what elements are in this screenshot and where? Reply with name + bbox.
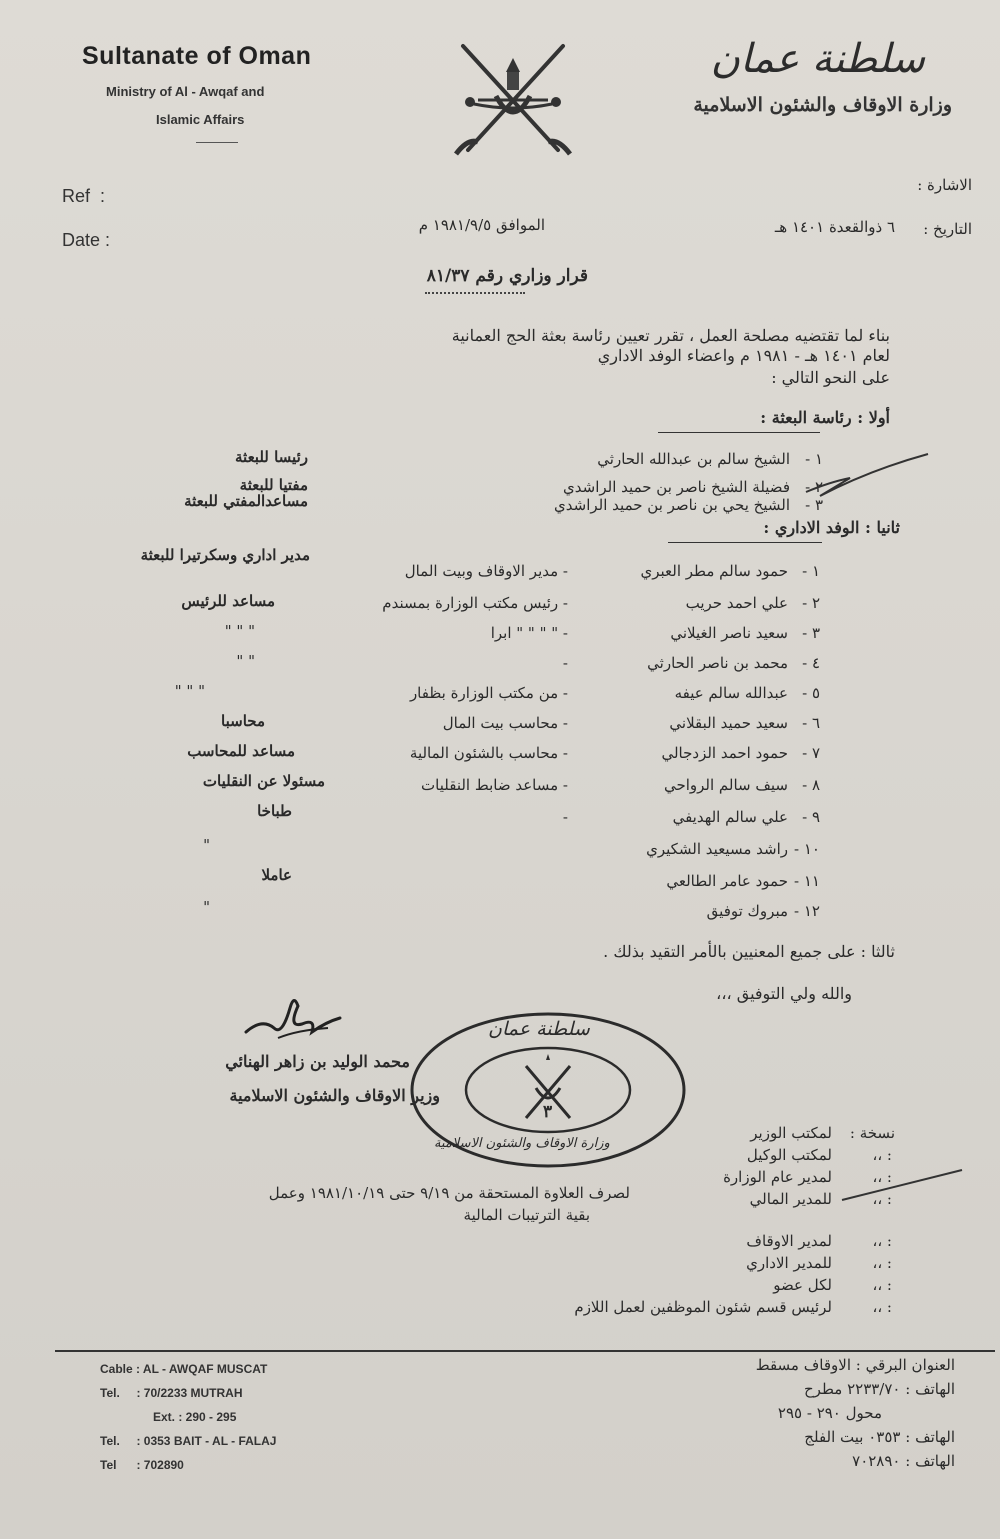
date-label: Date : [62, 230, 111, 250]
preamble-line2: لعام ١٤٠١ هـ - ١٩٨١ م واعضاء الوفد الاداري [597, 346, 890, 365]
s2-row-name: سعيد حميد البقلاني [669, 714, 788, 732]
section3-text: ثالثا : على جميع المعنيين بالأمر التقيد بذلك . [603, 942, 895, 961]
footer-ar-tel-falaj: الهاتف : ٠٣٥٣ بيت الفلج [804, 1428, 955, 1446]
s2-row-num: ١ - [802, 562, 820, 580]
letterhead-ar-title: سلطنة عمان [710, 36, 925, 82]
s2-row-name: محمد بن ناصر الحارثي [647, 654, 788, 672]
closing-text: والله ولي التوفيق ،،، [716, 984, 852, 1003]
copy-item: لمكتب الوزير [750, 1124, 832, 1142]
s2-row-name: مبروك توفيق [706, 902, 788, 920]
s2-row-role: " " [236, 652, 255, 670]
footer-divider [55, 1350, 995, 1352]
s2-row-num: ٨ - [802, 776, 820, 794]
footer-tel-falaj: Tel. : 0353 BAIT - AL - FALAJ [100, 1434, 277, 1448]
footer-ar-tel-702890: الهاتف : ٧٠٢٨٩٠ [852, 1452, 955, 1470]
s2-row-name: عبدالله سالم عيفه [674, 684, 788, 702]
s2-row-post: - [562, 654, 568, 672]
s2-row-num: ٥ - [802, 684, 820, 702]
s2-row-role: " [203, 898, 210, 916]
s1-row2-name: فضيلة الشيخ ناصر بن حميد الراشدي [563, 478, 790, 496]
s2-row-role: عاملا [261, 866, 292, 884]
preamble-line3: على النحو التالي : [771, 368, 890, 387]
s2-row-role: مسئولا عن النقليات [202, 772, 325, 790]
s2-row-name: حمود سالم مطر العبري [640, 562, 788, 580]
s2-row-post: - من مكتب الوزارة بظفار [409, 684, 568, 702]
allowance-note-line2: بقية الترتيبات المالية [463, 1206, 590, 1224]
s2-row-name: حمود عامر الطالعي [666, 872, 788, 890]
pen-stroke-icon [838, 1166, 968, 1206]
s2-row-post: - محاسب بيت المال [442, 714, 568, 732]
s2-row-post: - " " " " ابرا [490, 624, 568, 642]
s2-row-post: - مساعد ضابط النقليات [421, 776, 568, 794]
s1-row1-role: رئيسا للبعثة [235, 448, 308, 466]
copy-ditto: : ،، [872, 1168, 892, 1186]
s2-row-num: ٧ - [802, 744, 820, 762]
s1-row3-role: مساعدالمفتي للبعثة [184, 492, 308, 510]
copy-item: لكل عضو [773, 1276, 832, 1294]
copy-ditto: : ،، [872, 1298, 892, 1316]
section1-underline [658, 432, 820, 433]
footer-ext: Ext. : 290 - 295 [153, 1410, 237, 1424]
copy-ditto: : ،، [872, 1146, 892, 1164]
decision-title: قرار وزاري رقم ٨١/٣٧ [426, 266, 588, 286]
title-underline [425, 292, 525, 294]
gregorian-date: الموافق ١٩٨١/٩/٥ م [418, 216, 545, 234]
signatory-name: محمد الوليد بن زاهر الهنائي [225, 1052, 410, 1071]
s1-row2-num: ٢ - [805, 478, 823, 496]
s2-row-num: ١٢ - [794, 902, 820, 920]
copy-item: لمدير عام الوزارة [723, 1168, 832, 1186]
preamble-line1: بناء لما تقتضيه مصلحة العمل ، تقرر تعيين رئاسة بعثة الحج العمانية [451, 326, 890, 345]
letterhead-ar-ministry: وزارة الاوقاف والشئون الاسلامية [693, 94, 952, 116]
s2-row-role: مساعد للمحاسب [187, 742, 295, 760]
allowance-note-line1: لصرف العلاوة المستحقة من ٩/١٩ حتى ١٩٨١/١٠/١٩ وعمل [268, 1184, 630, 1202]
ar-date-label: التاريخ : [923, 220, 972, 238]
s2-row-num: ١١ - [794, 872, 820, 890]
copy-ditto: : ،، [872, 1190, 892, 1208]
s2-row-role: " " " [224, 622, 255, 640]
s1-row1-num: ١ - [805, 450, 823, 468]
stamp-number: ٣ [543, 1102, 553, 1122]
footer-tel-mutrah: Tel. : 70/2233 MUTRAH [100, 1386, 243, 1400]
section2-heading: ثانيا : الوفد الاداري : [763, 518, 900, 537]
s2-row-num: ٩ - [802, 808, 820, 826]
copies-label: نسخة : [849, 1124, 895, 1142]
s2-row-num: ٣ - [802, 624, 820, 642]
stamp-top-text: سلطنة عمان [488, 1018, 590, 1040]
s2-row-post: - رئيس مكتب الوزارة بمسندم [382, 594, 568, 612]
copy-ditto: : ،، [872, 1254, 892, 1272]
section2-underline [668, 542, 822, 543]
footer-tel-702890: Tel : 702890 [100, 1458, 184, 1472]
letterhead-en-line2: Islamic Affairs [156, 112, 245, 127]
footer-ar-cable: العنوان البرقي : الاوقاف مسقط [755, 1356, 955, 1374]
hijri-date: ٦ ذوالقعدة ١٤٠١ هـ [774, 218, 895, 236]
ref-label: Ref : [62, 186, 106, 206]
s2-row-role: " [203, 836, 210, 854]
s2-row-post: - محاسب بالشئون المالية [409, 744, 568, 762]
copy-item: للمدير الاداري [746, 1254, 832, 1272]
pen-check-mark-icon [800, 448, 940, 504]
footer-ar-tel-mutrah: الهاتف : ٢٢٣٣/٧٠ مطرح [804, 1380, 955, 1398]
copy-ditto: : ،، [872, 1232, 892, 1250]
s2-row-name: علي احمد حريب [685, 594, 788, 612]
s1-row2-role: مفتيا للبعثة [239, 476, 308, 494]
s2-row-num: ٦ - [802, 714, 820, 732]
footer-ar-ext: محول ٢٩٠ - ٢٩٥ [777, 1404, 882, 1422]
s2-row-role: طباخا [257, 802, 292, 820]
s2-row-post: - [562, 808, 568, 826]
s2-row-name: حمود احمد الزدجالي [661, 744, 788, 762]
copy-item: لمكتب الوكيل [746, 1146, 832, 1164]
s2-row-name: علي سالم الهديفي [672, 808, 788, 826]
s2-row-name: سعيد ناصر الغيلاني [670, 624, 788, 642]
oman-emblem-icon [448, 38, 578, 163]
copy-ditto: : ،، [872, 1276, 892, 1294]
s2-row-name: راشد مسيعيد الشكيري [646, 840, 788, 858]
s2-row-num: ١٠ - [794, 840, 820, 858]
copy-item: لرئيس قسم شئون الموظفين لعمل اللازم [574, 1298, 832, 1316]
copy-item: لمدير الاوقاف [746, 1232, 832, 1250]
s2-row-role: محاسبا [221, 712, 265, 730]
footer-cable: Cable : AL - AWQAF MUSCAT [100, 1362, 268, 1376]
s1-row3-num: ٣ - [805, 496, 823, 514]
s2-row-num: ٤ - [802, 654, 820, 672]
s2-row-role: مدير اداري وسكرتيرا للبعثة [140, 546, 310, 564]
ar-ref-label: الاشارة : [917, 176, 972, 194]
s1-row1-name: الشيخ سالم بن عبدالله الحارثي [597, 450, 790, 468]
s2-row-num: ٢ - [802, 594, 820, 612]
s2-row-name: سيف سالم الرواحي [663, 776, 788, 794]
letterhead-en-line1: Ministry of Al - Awqaf and [106, 84, 265, 99]
copy-item: للمدير المالي [749, 1190, 832, 1208]
s2-row-role: " " " [174, 682, 205, 700]
handwritten-signature-icon [238, 988, 348, 1048]
s2-row-role: مساعد للرئيس [181, 592, 275, 610]
s2-row-post: - مدير الاوقاف وبيت المال [404, 562, 568, 580]
stamp-bottom-text: وزارة الاوقاف والشئون الاسلامية [434, 1136, 610, 1151]
letterhead-underline [196, 142, 238, 143]
signatory-title: وزير الاوقاف والشئون الاسلامية [229, 1086, 440, 1105]
s1-row3-name: الشيخ يحي بن ناصر بن حميد الراشدي [554, 496, 790, 514]
official-stamp [408, 1010, 688, 1170]
letterhead-en-title: Sultanate of Oman [82, 42, 312, 70]
section1-heading: أولا : رئاسة البعثة : [760, 408, 890, 427]
